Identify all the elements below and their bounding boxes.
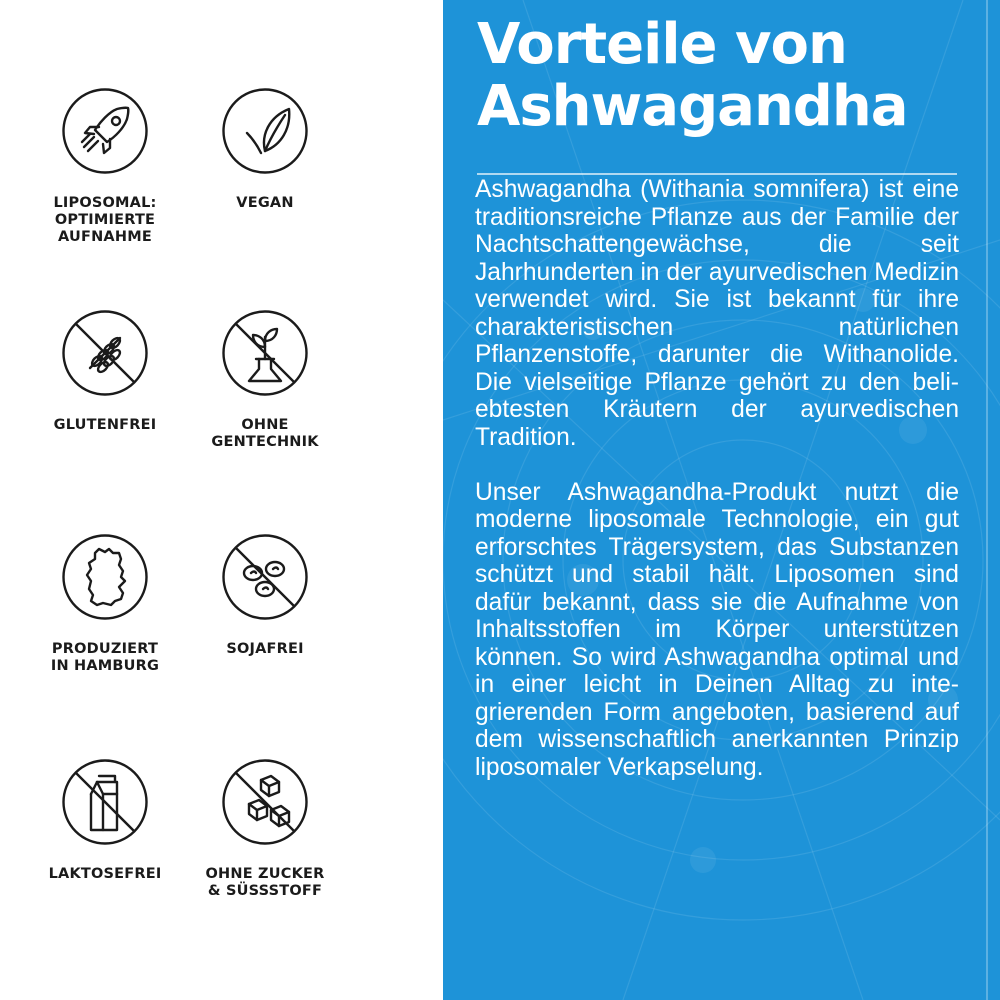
description-text — [475, 176, 959, 781]
info-panel — [443, 0, 1000, 1000]
feature-liposomal — [20, 87, 190, 246]
leaf-icon — [221, 87, 309, 175]
feature-sugarfree — [180, 758, 350, 900]
feature-label: PRODUZIERT IN HAMBURG — [50, 641, 160, 674]
title-line: Ashwagandha — [477, 74, 908, 139]
paragraph: Ashwagandha (Withania somnifera) ist eine traditionsreiche Pflanze aus der Familie der Nachtschattengewächse, die seit Jahrhunderten in der ayurvedischen Medizin verwendet wird. Sie ist bekannt für ihre charakteristischen natürlichen Pflanzenstoffe, darunter die Withanolide. Die vielseitige Pflanze gehört zu den beliebtesten Kräutern der ayurvedischen Tradition. — [475, 176, 959, 451]
feature-label: GLUTENFREI — [53, 417, 157, 433]
edge-divider — [986, 0, 988, 1000]
plant-flask-icon — [221, 309, 309, 397]
title-line: Vorteile von — [477, 12, 847, 77]
feature-lactosefree — [20, 758, 190, 883]
feature-label: OHNE ZUCKER & SÜSSSTOFF — [205, 866, 325, 899]
feature-glutenfree — [20, 309, 190, 434]
feature-label: VEGAN — [236, 195, 294, 211]
no-soy-icon — [221, 533, 309, 621]
feature-label: SOJAFREI — [226, 641, 304, 657]
features-panel — [0, 0, 443, 1000]
page-title — [477, 14, 977, 138]
no-gluten-icon — [61, 309, 149, 397]
feature-no-gmo — [180, 309, 350, 451]
feature-soyfree — [180, 533, 350, 658]
feature-vegan — [180, 87, 350, 212]
feature-label: LAKTOSEFREI — [48, 866, 162, 882]
germany-map-icon — [61, 533, 149, 621]
feature-label: LIPOSOMAL: OPTIMIERTE AUFNAHME — [53, 195, 157, 245]
feature-label: OHNE GENTECHNIK — [211, 417, 319, 450]
no-sugar-cubes-icon — [221, 758, 309, 846]
feature-made-in-hamburg — [20, 533, 190, 675]
rocket-icon — [61, 87, 149, 175]
no-milk-carton-icon — [61, 758, 149, 846]
title-divider — [477, 173, 957, 175]
paragraph: Unser Ashwagandha-Produkt nutzt die moderne liposomale Technologie, ein gut erforschtes Trägersystem, das Substanzen schützt und stabil hält. Liposomen sind dafür bekannt, dass sie die Aufnahme von Inhaltsstoffen im Körper unterstützen können. So wird Ashwagandha optimal und in einer leicht in Deinen Alltag zu integrierenden Form angeboten, basierend auf dem wissenschaftlich anerkannten Prinzip liposomaler Verkapselung. — [475, 478, 959, 781]
